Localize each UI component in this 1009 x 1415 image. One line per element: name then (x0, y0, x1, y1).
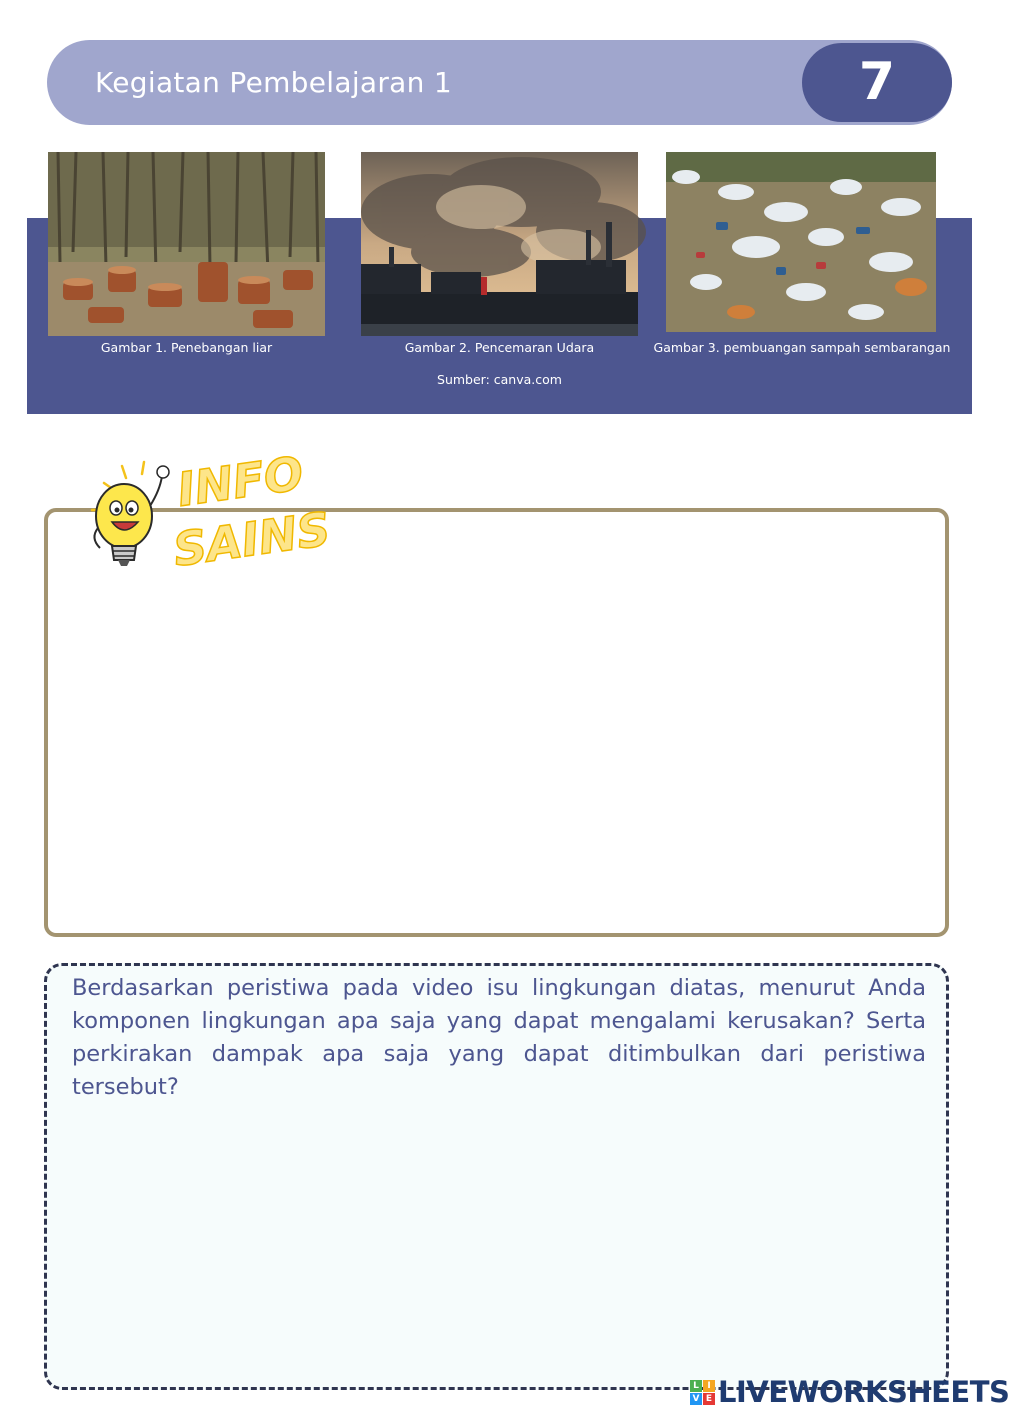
page-number-badge: 7 (802, 43, 952, 122)
page-title: Kegiatan Pembelajaran 1 (95, 66, 452, 99)
liveworksheets-wordmark: LIVEWORKSHEETS (718, 1375, 1009, 1409)
header-bar (47, 40, 952, 125)
info-logo-word-info: INFO (174, 445, 307, 517)
question-box[interactable] (44, 963, 949, 1390)
figure-caption-2: Gambar 2. Pencemaran Udara (404, 340, 595, 355)
liveworksheets-cube-icon: L I V E (690, 1380, 715, 1405)
question-text: Berdasarkan peristiwa pada video isu lingkungan diatas, menurut Anda komponen lingkungan apa saja yang dapat mengalami kerusakan? Serta perkirakan dampak apa saja yang dapat ditimbulkan dari peristiwa tersebut? (72, 975, 926, 1100)
liveworksheets-logo (690, 1375, 1009, 1409)
lightbulb-mascot-icon (92, 462, 169, 566)
info-sains-logo (84, 445, 334, 583)
image-source: Sumber: canva.com (437, 372, 562, 387)
info-logo-word-sains: SAINS (170, 501, 334, 577)
figure-deforestation-image (48, 152, 325, 336)
figure-garbage-image (666, 152, 936, 332)
figure-caption-3: Gambar 3. pembuangan sampah sembarangan (653, 340, 951, 355)
figure-caption-1: Gambar 1. Penebangan liar (100, 340, 273, 355)
figure-air-pollution-image (361, 152, 638, 336)
